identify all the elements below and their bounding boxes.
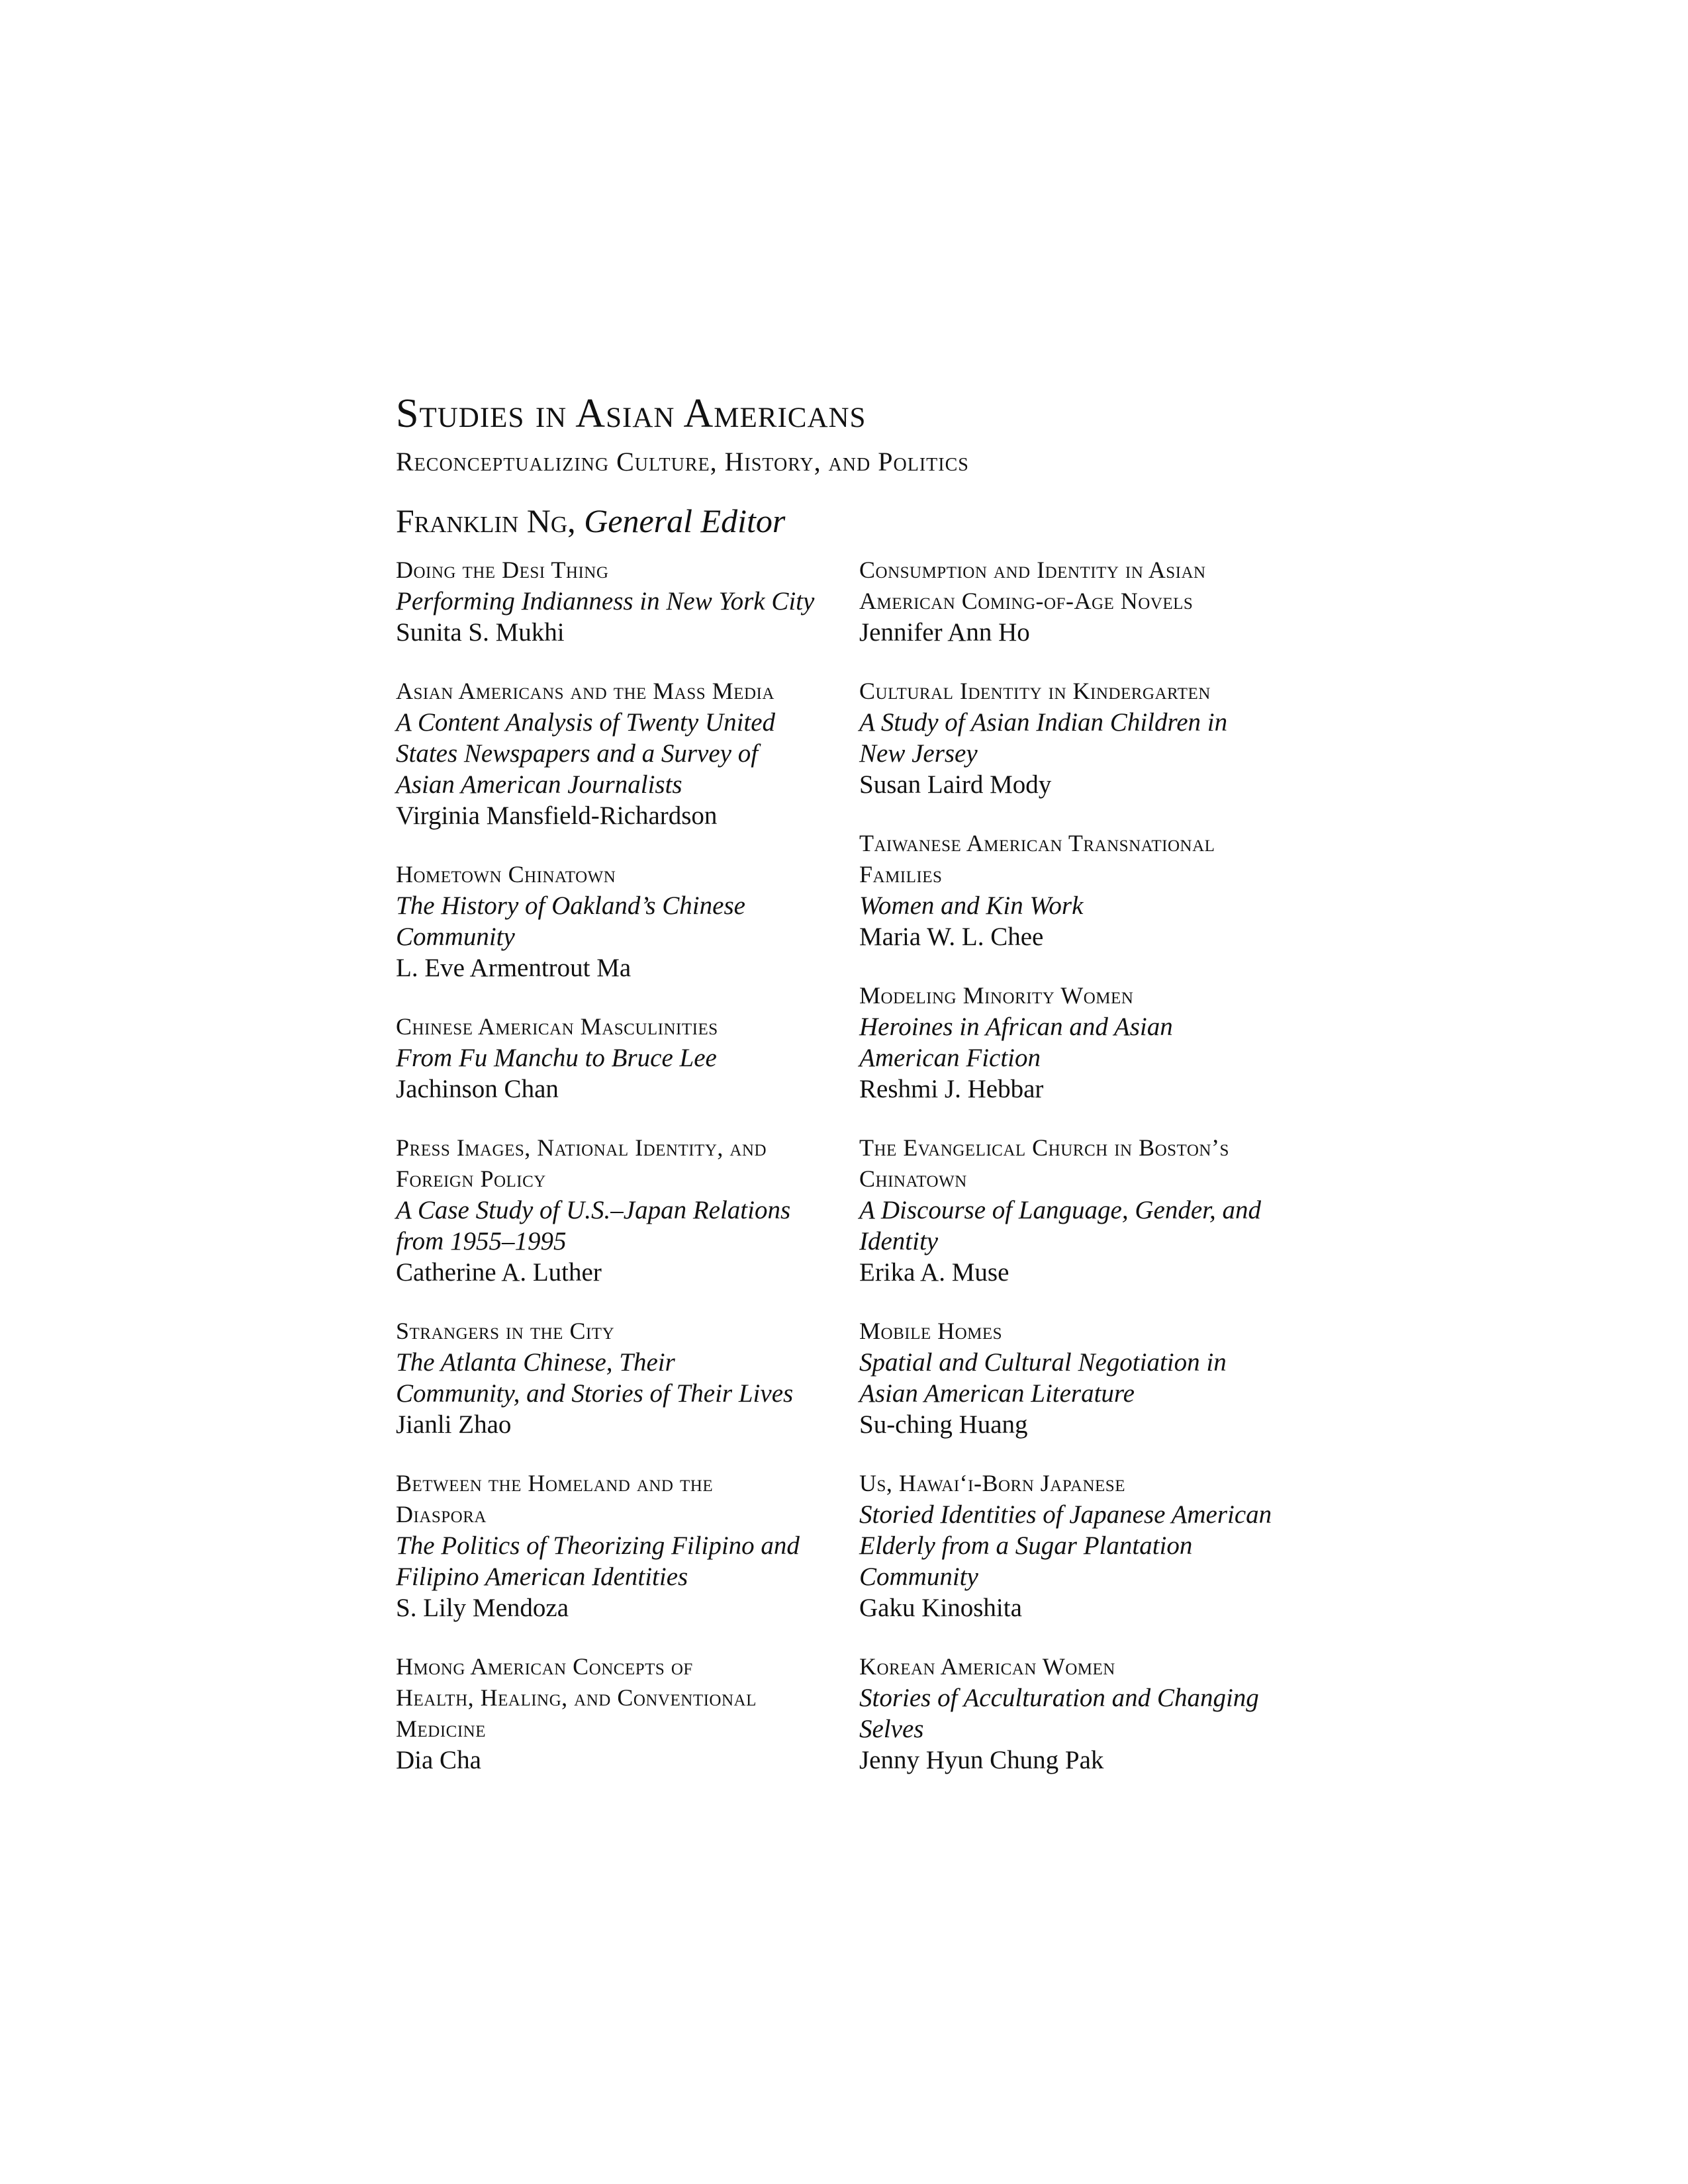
book-subtitle: The History of Oakland’s Chinese — [396, 891, 745, 920]
book-subtitle: States Newspapers and a Survey of — [396, 739, 759, 768]
book-entry — [396, 1011, 859, 1105]
book-title: Modeling Minority Women — [859, 982, 1134, 1009]
book-title: Doing the Desi Thing — [396, 557, 609, 583]
book-title: Strangers in the City — [396, 1318, 615, 1344]
book-subtitle: Stories of Acculturation and Changing — [859, 1684, 1259, 1712]
book-title: Medicine — [396, 1715, 486, 1742]
book-title: Chinatown — [859, 1165, 967, 1192]
series-title: Studies in Asian Americans — [396, 391, 867, 436]
book-entry — [396, 1316, 859, 1440]
book-title: Hmong American Concepts of — [396, 1653, 693, 1680]
book-entry — [859, 1468, 1336, 1623]
book-title: Foreign Policy — [396, 1165, 546, 1192]
book-subtitle: Heroines in African and Asian — [859, 1013, 1173, 1041]
book-title: Families — [859, 861, 943, 887]
series-subtitle: Reconceptualizing Culture, History, and Politics — [396, 447, 969, 477]
book-entry — [859, 676, 1336, 800]
book-subtitle: The Politics of Theorizing Filipino and — [396, 1531, 800, 1560]
book-author: Jennifer Ann Ho — [859, 618, 1030, 647]
book-entry — [859, 980, 1336, 1105]
book-title: Consumption and Identity in Asian — [859, 557, 1206, 583]
book-subtitle: Spatial and Cultural Negotiation in — [859, 1348, 1227, 1377]
book-entry — [396, 1468, 859, 1623]
editor-name: Franklin Ng, — [396, 502, 576, 539]
book-entry — [396, 676, 859, 831]
book-subtitle: Women and Kin Work — [859, 891, 1084, 920]
book-title: Taiwanese American Transnational — [859, 830, 1215, 856]
book-entry — [859, 1316, 1336, 1440]
book-title: Health, Healing, and Conventional — [396, 1684, 757, 1711]
book-title: Press Images, National Identity, and — [396, 1134, 767, 1161]
book-subtitle: A Study of Asian Indian Children in — [859, 708, 1228, 737]
book-subtitle: Storied Identities of Japanese American — [859, 1500, 1272, 1529]
book-author: Sunita S. Mukhi — [396, 618, 565, 647]
book-author: Dia Cha — [396, 1746, 481, 1774]
book-author: Maria W. L. Chee — [859, 923, 1044, 951]
book-subtitle: Community — [396, 923, 515, 951]
book-title: American Coming-of-Age Novels — [859, 588, 1194, 614]
book-entry — [396, 859, 859, 983]
editor-role: General Editor — [584, 502, 786, 539]
book-title: Hometown Chinatown — [396, 861, 616, 887]
book-title: Chinese American Masculinities — [396, 1013, 718, 1040]
book-subtitle: A Discourse of Language, Gender, and — [859, 1196, 1261, 1224]
book-title: Cultural Identity in Kindergarten — [859, 678, 1211, 704]
book-subtitle: Asian American Journalists — [396, 770, 682, 799]
book-entry — [859, 1651, 1336, 1776]
book-author: Jachinson Chan — [396, 1075, 559, 1103]
book-entry — [859, 1132, 1336, 1288]
book-subtitle: From Fu Manchu to Bruce Lee — [396, 1044, 717, 1072]
book-title: Korean American Women — [859, 1653, 1115, 1680]
book-title: The Evangelical Church in Boston’s — [859, 1134, 1229, 1161]
book-subtitle: American Fiction — [859, 1044, 1041, 1072]
book-subtitle: Community, and Stories of Their Lives — [396, 1379, 794, 1408]
book-entry — [396, 1132, 859, 1288]
book-author: Su-ching Huang — [859, 1410, 1028, 1439]
book-subtitle: Selves — [859, 1715, 924, 1743]
book-subtitle: from 1955–1995 — [396, 1227, 567, 1255]
book-title: Diaspora — [396, 1501, 487, 1527]
general-editor — [396, 502, 785, 540]
book-author: Jenny Hyun Chung Pak — [859, 1746, 1104, 1774]
book-author: Gaku Kinoshita — [859, 1594, 1022, 1622]
book-author: Erika A. Muse — [859, 1258, 1009, 1287]
book-author: Reshmi J. Hebbar — [859, 1075, 1044, 1103]
book-subtitle: A Case Study of U.S.–Japan Relations — [396, 1196, 791, 1224]
book-subtitle: Asian American Literature — [859, 1379, 1135, 1408]
book-subtitle: New Jersey — [859, 739, 978, 768]
book-title: Asian Americans and the Mass Media — [396, 678, 774, 704]
book-title: Mobile Homes — [859, 1318, 1003, 1344]
book-entry — [396, 1651, 859, 1776]
book-title: Us, Hawai‘i-Born Japanese — [859, 1470, 1125, 1496]
book-subtitle: Filipino American Identities — [396, 1563, 688, 1591]
book-entry — [396, 555, 859, 648]
book-entry — [859, 555, 1336, 648]
book-entry — [859, 828, 1336, 952]
book-author: S. Lily Mendoza — [396, 1594, 569, 1622]
book-subtitle: Community — [859, 1563, 978, 1591]
book-subtitle: Elderly from a Sugar Plantation — [859, 1531, 1193, 1560]
book-author: Virginia Mansfield-Richardson — [396, 801, 718, 830]
book-subtitle: The Atlanta Chinese, Their — [396, 1348, 675, 1377]
book-subtitle: Performing Indianness in New York City — [396, 587, 815, 615]
book-title: Between the Homeland and the — [396, 1470, 714, 1496]
right-book-column — [859, 555, 1336, 1803]
book-subtitle: A Content Analysis of Twenty United — [396, 708, 776, 737]
book-subtitle: Identity — [859, 1227, 939, 1255]
book-author: L. Eve Armentrout Ma — [396, 954, 632, 982]
left-book-column — [396, 555, 859, 1803]
book-author: Catherine A. Luther — [396, 1258, 602, 1287]
book-author: Susan Laird Mody — [859, 770, 1052, 799]
book-author: Jianli Zhao — [396, 1410, 512, 1439]
